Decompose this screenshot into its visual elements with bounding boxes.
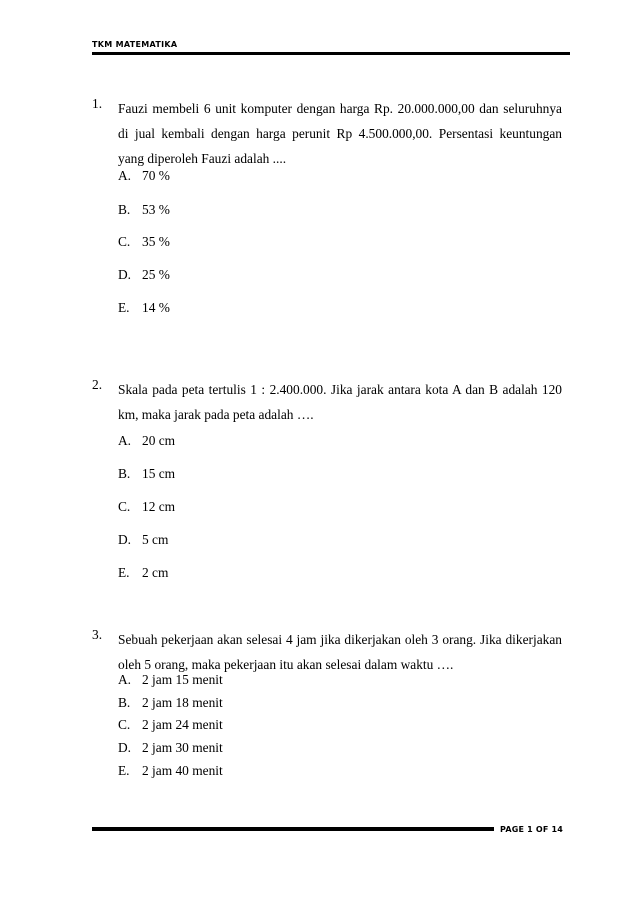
option-text: 20 cm xyxy=(142,433,176,448)
answer-option xyxy=(118,202,170,218)
answer-option xyxy=(118,763,223,779)
option-letter: D. xyxy=(118,532,132,547)
question-number: 2. xyxy=(92,377,103,392)
option-text: 2 jam 30 menit xyxy=(142,740,223,755)
option-letter: B. xyxy=(118,695,131,710)
question-number: 1. xyxy=(92,96,103,111)
option-letter: E. xyxy=(118,763,130,778)
option-text: 15 cm xyxy=(142,466,176,481)
option-letter: A. xyxy=(118,672,132,687)
option-letter: E. xyxy=(118,300,130,315)
question-text: Sebuah pekerjaan akan selesai 4 jam jika dikerjakan oleh 3 orang. Jika dikerjakan oleh 5 orang, maka pekerjaan itu akan selesai dalam waktu …. xyxy=(118,632,562,672)
option-letter: B. xyxy=(118,202,131,217)
option-text: 2 jam 18 menit xyxy=(142,695,223,710)
footer-rule xyxy=(92,827,494,831)
option-text: 35 % xyxy=(142,234,170,249)
option-text: 53 % xyxy=(142,202,170,217)
answer-option xyxy=(118,267,170,283)
option-letter: C. xyxy=(118,717,131,732)
answer-option xyxy=(118,234,170,250)
option-text: 5 cm xyxy=(142,532,169,547)
answer-option xyxy=(118,717,223,733)
option-letter: C. xyxy=(118,234,131,249)
answer-option xyxy=(118,740,223,756)
answer-option xyxy=(118,499,175,515)
option-letter: D. xyxy=(118,740,132,755)
answer-option xyxy=(118,565,168,581)
option-text: 2 cm xyxy=(142,565,169,580)
option-letter: E. xyxy=(118,565,130,580)
question-text: Fauzi membeli 6 unit komputer dengan harga Rp. 20.000.000,00 dan seluruhnya di jual kembali dengan harga perunit Rp 4.500.000,00. Persentasi keuntungan yang diperoleh Fauzi adalah .... xyxy=(118,101,562,166)
option-text: 2 jam 24 menit xyxy=(142,717,223,732)
page-number: PAGE 1 OF 14 xyxy=(500,825,564,834)
option-text: 70 % xyxy=(142,168,170,183)
option-text: 12 cm xyxy=(142,499,176,514)
header-rule xyxy=(92,52,570,55)
answer-option xyxy=(118,532,168,548)
answer-option xyxy=(118,433,175,449)
option-letter: A. xyxy=(118,168,132,183)
question-number: 3. xyxy=(92,627,103,642)
answer-option xyxy=(118,466,175,482)
option-text: 25 % xyxy=(142,267,170,282)
question-text: Skala pada peta tertulis 1 : 2.400.000. Jika jarak antara kota A dan B adalah 120 km, maka jarak pada peta adalah …. xyxy=(118,382,562,422)
option-text: 14 % xyxy=(142,300,170,315)
option-letter: D. xyxy=(118,267,132,282)
answer-option xyxy=(118,300,170,316)
answer-option xyxy=(118,672,223,688)
option-text: 2 jam 15 menit xyxy=(142,672,223,687)
option-text: 2 jam 40 menit xyxy=(142,763,223,778)
answer-option xyxy=(118,695,223,711)
page-header-title: TKM MATEMATIKA xyxy=(92,40,178,49)
answer-option xyxy=(118,168,170,184)
option-letter: A. xyxy=(118,433,132,448)
option-letter: B. xyxy=(118,466,131,481)
option-letter: C. xyxy=(118,499,131,514)
